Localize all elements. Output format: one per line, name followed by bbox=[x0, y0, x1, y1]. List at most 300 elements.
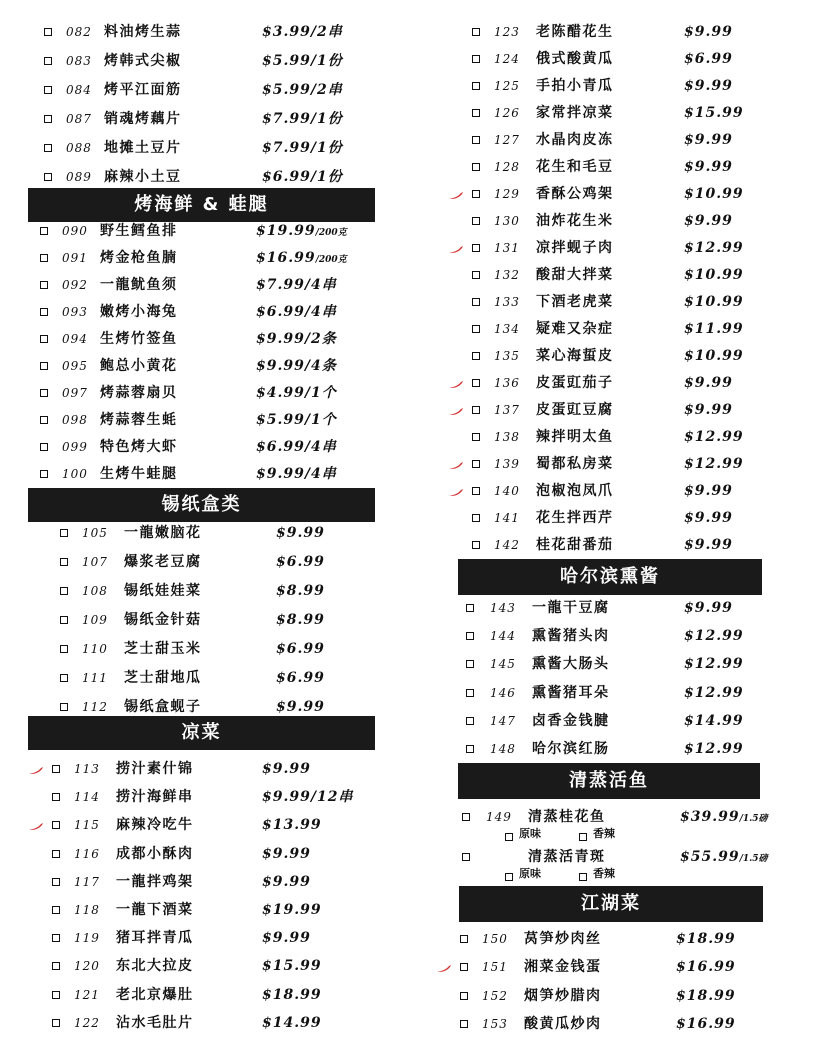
price-value: $7.99/1份 bbox=[262, 111, 343, 127]
price-value: $14.99 bbox=[684, 712, 744, 729]
item-name: 酸甜大拌菜 bbox=[536, 267, 614, 283]
item-price bbox=[684, 318, 744, 340]
item-name: 花生拌西芹 bbox=[536, 510, 614, 526]
chili-pepper-icon bbox=[436, 963, 452, 973]
price-value: $10.99 bbox=[684, 186, 744, 202]
item-checkbox[interactable] bbox=[40, 335, 48, 343]
item-price bbox=[256, 328, 337, 350]
item-price bbox=[262, 927, 311, 949]
item-checkbox[interactable] bbox=[40, 389, 48, 397]
item-checkbox[interactable] bbox=[52, 962, 60, 970]
item-name: 老陈醋花生 bbox=[536, 24, 614, 40]
price-value: $12.99 bbox=[684, 456, 744, 472]
item-price bbox=[276, 522, 325, 544]
item-number: 149 bbox=[486, 810, 512, 824]
item-price bbox=[684, 625, 744, 647]
price-value: $14.99 bbox=[262, 1014, 322, 1031]
item-price bbox=[684, 75, 733, 97]
price-value: $55.99 bbox=[680, 849, 740, 865]
item-price bbox=[684, 156, 733, 178]
item-price bbox=[276, 667, 325, 689]
item-name: 沾水毛肚片 bbox=[116, 1014, 194, 1031]
item-number: 140 bbox=[494, 484, 520, 498]
item-name: 一龍干豆腐 bbox=[532, 600, 610, 616]
item-name: 熏酱大肠头 bbox=[532, 656, 610, 673]
price-value: $7.99/1份 bbox=[262, 140, 343, 156]
item-name: 蜀都私房菜 bbox=[536, 456, 614, 472]
item-number: 124 bbox=[494, 52, 520, 66]
item-name: 油炸花生米 bbox=[536, 213, 614, 229]
item-name: 辣拌明太鱼 bbox=[536, 429, 614, 445]
item-price bbox=[684, 21, 733, 43]
item-number: 153 bbox=[482, 1016, 508, 1031]
item-number: 148 bbox=[490, 742, 516, 756]
item-price bbox=[262, 814, 322, 836]
item-checkbox[interactable] bbox=[472, 352, 480, 360]
item-name: 烤平江面筋 bbox=[104, 82, 182, 98]
item-checkbox[interactable] bbox=[40, 227, 48, 235]
price-unit: /200克 bbox=[315, 255, 347, 265]
item-price bbox=[256, 382, 337, 404]
item-price bbox=[684, 102, 744, 124]
item-checkbox[interactable] bbox=[472, 514, 480, 522]
item-price bbox=[684, 345, 744, 367]
item-price bbox=[256, 436, 337, 458]
item-number: 118 bbox=[74, 903, 100, 917]
price-value: $9.99 bbox=[684, 402, 733, 418]
price-value: $6.99/4串 bbox=[256, 304, 337, 320]
item-checkbox[interactable] bbox=[460, 1020, 468, 1028]
price-value: $12.99 bbox=[684, 741, 744, 757]
price-value: $8.99 bbox=[276, 612, 325, 628]
item-name: 皮蛋豇豆腐 bbox=[536, 402, 614, 418]
item-name: 皮蛋豇茄子 bbox=[536, 375, 614, 391]
item-number: 083 bbox=[66, 54, 92, 68]
price-value: $9.99 bbox=[684, 213, 733, 229]
item-name: 泡椒泡凤爪 bbox=[536, 483, 614, 499]
item-name: 芝士甜地瓜 bbox=[124, 670, 202, 686]
item-number: 089 bbox=[66, 170, 92, 184]
item-name: 烤蒜蓉生蚝 bbox=[100, 412, 178, 428]
item-number: 092 bbox=[62, 278, 88, 292]
price-value: $12.99 bbox=[684, 628, 744, 645]
item-number: 123 bbox=[494, 25, 520, 39]
item-number: 134 bbox=[494, 322, 520, 336]
price-value: $9.99 bbox=[684, 132, 733, 148]
item-number: 152 bbox=[482, 988, 508, 1003]
price-value: $9.99 bbox=[684, 78, 733, 94]
item-checkbox[interactable] bbox=[40, 443, 48, 451]
item-number: 095 bbox=[62, 359, 88, 373]
item-number: 130 bbox=[494, 214, 520, 228]
flavor-option-checkbox[interactable] bbox=[579, 833, 587, 841]
price-value: $16.99 bbox=[676, 959, 736, 976]
item-number: 088 bbox=[66, 141, 92, 155]
chili-pepper-icon bbox=[448, 487, 464, 497]
price-value: $9.99 bbox=[684, 375, 733, 391]
item-price bbox=[262, 166, 343, 188]
item-price bbox=[262, 21, 343, 43]
item-price bbox=[684, 237, 744, 259]
item-checkbox[interactable] bbox=[466, 689, 474, 697]
item-price bbox=[276, 696, 325, 718]
price-value: $10.99 bbox=[684, 294, 744, 310]
item-name: 野生鳕鱼排 bbox=[100, 223, 178, 239]
price-value: $4.99/1个 bbox=[256, 385, 337, 401]
item-number: 128 bbox=[494, 160, 520, 174]
item-checkbox[interactable] bbox=[472, 190, 480, 198]
item-price bbox=[684, 129, 733, 151]
item-price bbox=[676, 928, 736, 950]
price-value: $10.99 bbox=[684, 348, 744, 364]
item-name: 爆浆老豆腐 bbox=[124, 554, 202, 570]
item-number: 144 bbox=[490, 629, 516, 644]
flavor-option-checkbox[interactable] bbox=[505, 873, 513, 881]
price-value: $6.99 bbox=[276, 641, 325, 657]
item-checkbox[interactable] bbox=[460, 992, 468, 1000]
item-number: 125 bbox=[494, 79, 520, 93]
item-checkbox[interactable] bbox=[60, 674, 68, 682]
section-header: 凉菜 bbox=[28, 716, 375, 750]
flavor-option-checkbox[interactable] bbox=[579, 873, 587, 881]
item-number: 108 bbox=[82, 584, 108, 598]
item-number: 145 bbox=[490, 657, 516, 672]
section-header: 锡纸盒类 bbox=[28, 488, 375, 522]
item-name: 凉拌蚬子肉 bbox=[536, 240, 614, 256]
item-number: 142 bbox=[494, 538, 520, 552]
price-value: $15.99 bbox=[684, 105, 744, 121]
item-name: 猪耳拌青瓜 bbox=[116, 930, 194, 947]
item-name: 手拍小青瓜 bbox=[536, 78, 614, 94]
item-checkbox[interactable] bbox=[52, 850, 60, 858]
item-checkbox[interactable] bbox=[466, 745, 474, 753]
section-header: 江湖菜 bbox=[459, 886, 763, 922]
item-price bbox=[262, 108, 343, 130]
item-checkbox[interactable] bbox=[44, 144, 52, 152]
item-name: 清蒸桂花鱼 bbox=[528, 809, 606, 825]
item-name: 清蒸活青斑 bbox=[528, 849, 606, 865]
item-name: 烤蒜蓉扇贝 bbox=[100, 385, 178, 401]
price-value: $6.99 bbox=[276, 670, 325, 686]
price-value: $9.99 bbox=[684, 510, 733, 526]
price-value: $9.99/12串 bbox=[262, 789, 354, 806]
item-checkbox[interactable] bbox=[52, 991, 60, 999]
item-number: 122 bbox=[74, 1015, 100, 1030]
item-checkbox[interactable] bbox=[44, 115, 52, 123]
item-price bbox=[262, 758, 311, 780]
price-value: $9.99 bbox=[276, 525, 325, 541]
item-checkbox[interactable] bbox=[60, 558, 68, 566]
item-checkbox[interactable] bbox=[44, 86, 52, 94]
item-name: 烤金枪鱼腩 bbox=[100, 250, 178, 266]
item-name: 桂花甜番茄 bbox=[536, 537, 614, 553]
item-checkbox[interactable] bbox=[52, 878, 60, 886]
item-checkbox[interactable] bbox=[52, 793, 60, 801]
price-value: $8.99 bbox=[276, 583, 325, 599]
flavor-options bbox=[505, 826, 635, 842]
item-checkbox[interactable] bbox=[44, 173, 52, 181]
item-price bbox=[684, 507, 733, 529]
item-number: 116 bbox=[74, 846, 100, 861]
item-checkbox[interactable] bbox=[60, 703, 68, 711]
item-checkbox[interactable] bbox=[52, 906, 60, 914]
item-price bbox=[262, 984, 322, 1006]
item-checkbox[interactable] bbox=[52, 1019, 60, 1027]
chili-pepper-icon bbox=[448, 406, 464, 416]
item-name: 鲍总小黄花 bbox=[100, 358, 178, 374]
item-number: 098 bbox=[62, 413, 88, 427]
item-price bbox=[684, 653, 744, 675]
item-name: 销魂烤藕片 bbox=[104, 111, 182, 127]
item-checkbox[interactable] bbox=[472, 55, 480, 63]
item-price bbox=[256, 409, 337, 431]
item-number: 136 bbox=[494, 376, 520, 390]
item-name: 哈尔滨红肠 bbox=[532, 741, 610, 757]
item-checkbox[interactable] bbox=[40, 281, 48, 289]
item-price bbox=[684, 710, 744, 732]
item-name: 料油烤生蒜 bbox=[104, 24, 182, 40]
section-header: 哈尔滨熏酱 bbox=[458, 559, 762, 595]
price-value: $9.99 bbox=[684, 159, 733, 175]
item-number: 109 bbox=[82, 613, 108, 627]
price-value: $39.99 bbox=[680, 809, 740, 825]
item-number: 121 bbox=[74, 987, 100, 1002]
item-name: 锡纸金针菇 bbox=[124, 612, 202, 628]
item-checkbox[interactable] bbox=[40, 362, 48, 370]
flavor-option-label: 原味 bbox=[519, 827, 541, 840]
item-number: 110 bbox=[82, 642, 108, 656]
item-price bbox=[684, 682, 744, 704]
item-price bbox=[684, 48, 733, 70]
item-name: 一龍鱿鱼须 bbox=[100, 277, 178, 293]
item-price bbox=[684, 399, 733, 421]
item-checkbox[interactable] bbox=[466, 604, 474, 612]
price-value: $9.99/2条 bbox=[256, 331, 337, 347]
price-value: $6.99 bbox=[684, 51, 733, 67]
flavor-options bbox=[505, 866, 635, 882]
item-checkbox[interactable] bbox=[472, 298, 480, 306]
price-value: $16.99 bbox=[676, 1015, 736, 1032]
item-checkbox[interactable] bbox=[472, 406, 480, 414]
price-value: $19.99 bbox=[262, 902, 322, 918]
item-checkbox[interactable] bbox=[460, 963, 468, 971]
chili-pepper-icon bbox=[28, 765, 44, 775]
item-number: 082 bbox=[66, 25, 92, 39]
item-number: 113 bbox=[74, 762, 100, 776]
item-price bbox=[276, 609, 325, 631]
item-checkbox[interactable] bbox=[472, 271, 480, 279]
item-name: 疑难又杂症 bbox=[536, 321, 614, 337]
price-value: $9.99 bbox=[684, 483, 733, 499]
item-price bbox=[276, 580, 325, 602]
item-number: 091 bbox=[62, 251, 88, 265]
item-price bbox=[684, 291, 744, 313]
item-price bbox=[676, 1013, 736, 1035]
item-number: 151 bbox=[482, 960, 508, 975]
item-checkbox[interactable] bbox=[466, 632, 474, 640]
price-value: $19.99 bbox=[256, 223, 316, 239]
item-name: 酸黄瓜炒肉 bbox=[524, 1015, 602, 1032]
price-value: $5.99/1份 bbox=[262, 53, 343, 69]
item-name: 家常拌凉菜 bbox=[536, 105, 614, 121]
item-number: 131 bbox=[494, 241, 520, 255]
item-name: 成都小酥肉 bbox=[116, 845, 194, 862]
item-number: 111 bbox=[82, 671, 108, 685]
item-checkbox[interactable] bbox=[60, 616, 68, 624]
item-checkbox[interactable] bbox=[472, 136, 480, 144]
chili-pepper-icon bbox=[28, 821, 44, 831]
item-checkbox[interactable] bbox=[472, 244, 480, 252]
item-name: 水晶肉皮冻 bbox=[536, 132, 614, 148]
price-unit: /1.5磅 bbox=[739, 814, 768, 824]
item-name: 下酒老虎菜 bbox=[536, 294, 614, 310]
price-value: $7.99/4串 bbox=[256, 277, 337, 293]
item-number: 119 bbox=[74, 931, 100, 946]
item-price bbox=[262, 137, 343, 159]
section-header: 烤海鲜 & 蛙腿 bbox=[28, 188, 375, 222]
item-checkbox[interactable] bbox=[472, 109, 480, 117]
item-number: 107 bbox=[82, 555, 108, 569]
item-price bbox=[680, 846, 768, 870]
price-value: $6.99/1份 bbox=[262, 169, 343, 185]
item-price bbox=[262, 871, 311, 893]
item-number: 087 bbox=[66, 112, 92, 126]
item-checkbox[interactable] bbox=[44, 57, 52, 65]
item-checkbox[interactable] bbox=[472, 379, 480, 387]
item-name: 麻辣小土豆 bbox=[104, 169, 182, 185]
item-number: 150 bbox=[482, 932, 508, 946]
item-name: 熏酱猪头肉 bbox=[532, 628, 610, 645]
item-number: 143 bbox=[490, 601, 516, 615]
item-checkbox[interactable] bbox=[60, 645, 68, 653]
item-checkbox[interactable] bbox=[460, 935, 468, 943]
flavor-option-checkbox[interactable] bbox=[505, 833, 513, 841]
price-value: $5.99/1个 bbox=[256, 412, 337, 428]
item-number: 114 bbox=[74, 790, 100, 805]
chili-pepper-icon bbox=[448, 244, 464, 254]
item-number: 094 bbox=[62, 332, 88, 346]
item-price bbox=[680, 806, 768, 830]
item-checkbox[interactable] bbox=[40, 470, 48, 478]
item-price bbox=[684, 183, 744, 205]
item-checkbox[interactable] bbox=[44, 28, 52, 36]
item-number: 132 bbox=[494, 268, 520, 282]
item-name: 老北京爆肚 bbox=[116, 986, 194, 1003]
item-checkbox[interactable] bbox=[60, 587, 68, 595]
price-value: $18.99 bbox=[676, 931, 736, 947]
item-checkbox[interactable] bbox=[40, 254, 48, 262]
item-number: 141 bbox=[494, 511, 520, 525]
item-price bbox=[684, 453, 744, 475]
price-value: $11.99 bbox=[684, 321, 744, 337]
item-name: 湘菜金钱蛋 bbox=[524, 959, 602, 976]
item-checkbox[interactable] bbox=[472, 487, 480, 495]
item-name: 芝士甜玉米 bbox=[124, 641, 202, 657]
item-price bbox=[256, 463, 337, 485]
item-price bbox=[256, 355, 337, 377]
item-name: 菜心海蜇皮 bbox=[536, 348, 614, 364]
item-name: 一龍下酒菜 bbox=[116, 902, 194, 918]
price-value: $9.99 bbox=[262, 845, 311, 862]
item-checkbox[interactable] bbox=[52, 821, 60, 829]
price-unit: /1.5磅 bbox=[739, 854, 768, 864]
item-name: 特色烤大虾 bbox=[100, 439, 178, 455]
item-price bbox=[684, 480, 733, 502]
item-price bbox=[256, 274, 337, 296]
chili-pepper-icon bbox=[448, 460, 464, 470]
price-value: $9.99/4条 bbox=[256, 358, 337, 374]
item-checkbox[interactable] bbox=[472, 217, 480, 225]
price-value: $12.99 bbox=[684, 684, 744, 701]
item-name: 熏酱猪耳朵 bbox=[532, 684, 610, 701]
item-checkbox[interactable] bbox=[462, 853, 470, 861]
price-value: $9.99 bbox=[684, 600, 733, 616]
item-number: 112 bbox=[82, 700, 108, 714]
item-number: 146 bbox=[490, 685, 516, 700]
price-value: $6.99 bbox=[276, 554, 325, 570]
item-number: 129 bbox=[494, 187, 520, 201]
item-checkbox[interactable] bbox=[60, 529, 68, 537]
flavor-option-label: 香辣 bbox=[593, 867, 615, 880]
item-price bbox=[256, 301, 337, 323]
item-checkbox[interactable] bbox=[472, 460, 480, 468]
item-checkbox[interactable] bbox=[472, 163, 480, 171]
item-checkbox[interactable] bbox=[472, 28, 480, 36]
item-name: 一龍嫩脑花 bbox=[124, 525, 202, 541]
item-checkbox[interactable] bbox=[466, 660, 474, 668]
item-price bbox=[262, 1012, 322, 1034]
item-checkbox[interactable] bbox=[472, 82, 480, 90]
section-header: 清蒸活鱼 bbox=[458, 763, 760, 799]
item-price bbox=[256, 247, 347, 271]
item-price bbox=[684, 534, 733, 556]
item-name: 捞汁素什锦 bbox=[116, 761, 194, 777]
item-checkbox[interactable] bbox=[52, 934, 60, 942]
item-checkbox[interactable] bbox=[472, 541, 480, 549]
item-price bbox=[256, 220, 347, 244]
item-price bbox=[684, 738, 744, 760]
item-checkbox[interactable] bbox=[472, 325, 480, 333]
item-checkbox[interactable] bbox=[466, 717, 474, 725]
flavor-option-label: 香辣 bbox=[593, 827, 615, 840]
price-value: $12.99 bbox=[684, 429, 744, 445]
item-price bbox=[676, 956, 736, 978]
item-number: 100 bbox=[62, 467, 88, 481]
item-name: 地摊土豆片 bbox=[104, 140, 182, 156]
item-number: 105 bbox=[82, 526, 108, 540]
price-value: $12.99 bbox=[684, 656, 744, 673]
item-number: 147 bbox=[490, 713, 516, 728]
price-value: $9.99 bbox=[262, 930, 311, 947]
item-checkbox[interactable] bbox=[40, 308, 48, 316]
price-unit: /200克 bbox=[315, 228, 347, 238]
item-checkbox[interactable] bbox=[472, 433, 480, 441]
item-number: 115 bbox=[74, 818, 100, 833]
price-value: $12.99 bbox=[684, 240, 744, 256]
price-value: $18.99 bbox=[676, 987, 736, 1004]
item-checkbox[interactable] bbox=[462, 813, 470, 821]
price-value: $9.99 bbox=[262, 873, 311, 890]
item-checkbox[interactable] bbox=[40, 416, 48, 424]
item-price bbox=[262, 843, 311, 865]
item-name: 俄式酸黄瓜 bbox=[536, 51, 614, 67]
item-price bbox=[684, 210, 733, 232]
item-checkbox[interactable] bbox=[52, 765, 60, 773]
item-price bbox=[276, 638, 325, 660]
item-name: 嫩烤小海兔 bbox=[100, 304, 178, 320]
item-price bbox=[262, 79, 343, 101]
item-name: 一龍拌鸡架 bbox=[116, 873, 194, 890]
